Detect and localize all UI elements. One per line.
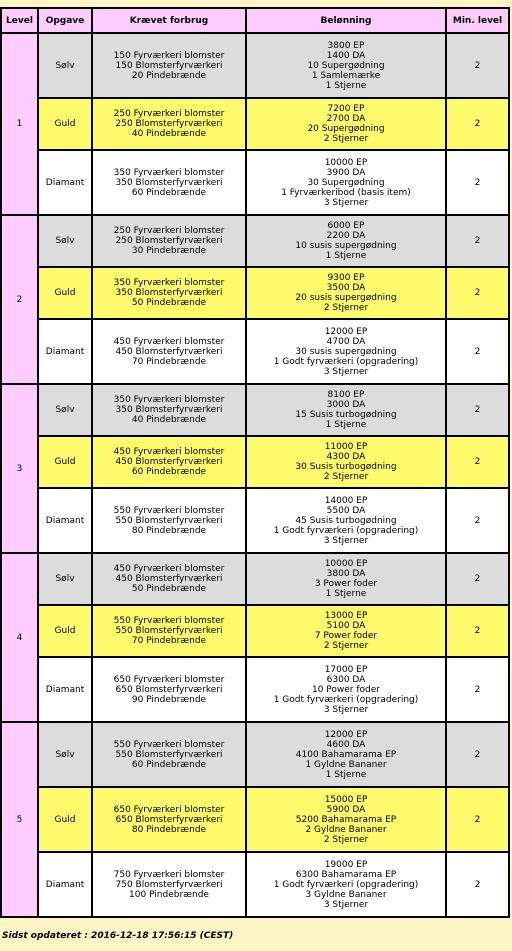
forbrug-line: 450 Fyrværkeri blomster <box>113 336 225 347</box>
belonning-cell <box>247 34 445 97</box>
table-row <box>2 489 508 552</box>
forbrug-cell <box>93 489 245 552</box>
belonning-line: 3 Power foder <box>314 579 378 589</box>
belonning-line: 8100 EP <box>327 390 365 400</box>
belonning-line: 3800 DA <box>326 569 366 579</box>
table-row <box>2 788 508 851</box>
forbrug-line: 50 Pindebrænde <box>131 298 207 308</box>
belonning-line: 3000 DA <box>326 400 366 410</box>
forbrug-cell <box>93 723 245 786</box>
forbrug-line: 350 Fyrværkeri blomster <box>113 278 225 288</box>
belonning-line: 1400 DA <box>326 50 366 61</box>
forbrug-line: 550 Fyrværkeri blomster <box>113 616 225 626</box>
forbrug-cell <box>93 151 245 214</box>
forbrug-cell <box>93 554 245 604</box>
forbrug-cell <box>93 34 245 97</box>
table-row <box>2 658 508 721</box>
table-row <box>2 268 508 318</box>
forbrug-line: 650 Blomsterfyrværkeri <box>115 814 223 825</box>
forbrug-line: 100 Pindebrænde <box>129 889 209 900</box>
forbrug-line: 40 Pindebrænde <box>131 129 207 139</box>
belonning-line: 2200 DA <box>326 231 366 241</box>
forbrug-line: 350 Fyrværkeri blomster <box>113 167 225 178</box>
forbrug-line: 80 Pindebrænde <box>131 525 207 536</box>
belonning-line: 2 Stjerner <box>323 472 369 482</box>
belonning-line: 2 Stjerner <box>323 834 369 845</box>
min-level-cell: 2 <box>447 216 508 266</box>
belonning-line: 15 Susis turbogødning <box>295 410 397 420</box>
forbrug-line: 450 Fyrværkeri blomster <box>113 564 225 574</box>
forbrug-line: 20 Pindebrænde <box>131 70 207 81</box>
belonning-line: 1 Godt fyrværkeri (opgradering) <box>273 879 419 890</box>
forbrug-line: 750 Fyrværkeri blomster <box>113 869 225 880</box>
header-opgave: Opgave <box>39 9 91 32</box>
header-min-level: Min. level <box>447 9 508 32</box>
belonning-cell <box>247 658 445 721</box>
forbrug-line: 750 Blomsterfyrværkeri <box>115 879 223 890</box>
forbrug-cell <box>93 268 245 318</box>
last-updated: Sidst opdateret : 2016-12-18 17:56:15 (CEST) <box>2 931 234 941</box>
belonning-cell <box>247 853 445 916</box>
opgave-cell: Diamant <box>39 151 91 214</box>
belonning-cell <box>247 606 445 656</box>
forbrug-cell <box>93 320 245 383</box>
min-level-cell: 2 <box>447 385 508 435</box>
belonning-cell <box>247 99 445 149</box>
min-level-cell: 2 <box>447 489 508 552</box>
forbrug-line: 650 Fyrværkeri blomster <box>113 674 225 685</box>
min-level-cell: 2 <box>447 606 508 656</box>
forbrug-line: 60 Pindebrænde <box>131 759 207 770</box>
forbrug-line: 70 Pindebrænde <box>131 636 207 646</box>
min-level-cell: 2 <box>447 788 508 851</box>
belonning-line: 6300 DA <box>326 674 366 685</box>
forbrug-line: 250 Blomsterfyrværkeri <box>115 119 223 129</box>
belonning-line: 3 Stjerner <box>323 535 369 546</box>
belonning-line: 5100 DA <box>326 621 366 631</box>
belonning-line: 3500 DA <box>326 283 366 293</box>
opgave-cell: Sølv <box>39 216 91 266</box>
forbrug-line: 350 Blomsterfyrværkeri <box>115 177 223 188</box>
belonning-line: 2 Stjerner <box>323 303 369 313</box>
opgave-cell: Guld <box>39 788 91 851</box>
level-cell: 3 <box>2 385 37 552</box>
table-row <box>2 320 508 383</box>
belonning-line: 15000 EP <box>324 794 368 805</box>
opgave-cell: Guld <box>39 437 91 487</box>
belonning-line: 1 Godt fyrværkeri (opgradering) <box>273 356 419 367</box>
table-row <box>2 853 508 916</box>
belonning-line: 20 Supergødning <box>307 124 385 134</box>
belonning-line: 10 Supergødning <box>307 60 385 71</box>
belonning-line: 3800 EP <box>327 40 365 51</box>
forbrug-line: 90 Pindebrænde <box>131 694 207 705</box>
forbrug-line: 150 Fyrværkeri blomster <box>113 50 225 61</box>
table-row <box>2 437 508 487</box>
belonning-cell <box>247 151 445 214</box>
belonning-line: 17000 EP <box>324 664 368 675</box>
forbrug-cell <box>93 385 245 435</box>
forbrug-line: 350 Fyrværkeri blomster <box>113 395 225 405</box>
belonning-line: 9300 EP <box>327 273 365 283</box>
belonning-line: 7 Power foder <box>314 631 378 641</box>
belonning-line: 4600 DA <box>326 739 366 750</box>
min-level-cell: 2 <box>447 320 508 383</box>
forbrug-line: 250 Blomsterfyrværkeri <box>115 236 223 246</box>
forbrug-line: 350 Blomsterfyrværkeri <box>115 288 223 298</box>
belonning-line: 2 Gyldne Bananer <box>305 824 387 835</box>
forbrug-line: 150 Blomsterfyrværkeri <box>115 60 223 71</box>
belonning-line: 3 Stjerner <box>323 704 369 715</box>
table-row <box>2 34 508 97</box>
forbrug-line: 550 Fyrværkeri blomster <box>113 505 225 516</box>
opgave-cell: Sølv <box>39 723 91 786</box>
level-cell: 4 <box>2 554 37 721</box>
belonning-line: 1 Stjerne <box>325 420 367 430</box>
table-row <box>2 606 508 656</box>
opgave-cell: Sølv <box>39 385 91 435</box>
belonning-line: 3 Stjerner <box>323 197 369 208</box>
opgave-cell: Sølv <box>39 554 91 604</box>
belonning-line: 10000 EP <box>324 559 368 569</box>
opgave-cell: Diamant <box>39 320 91 383</box>
forbrug-cell <box>93 788 245 851</box>
belonning-line: 19000 EP <box>324 859 368 870</box>
forbrug-line: 60 Pindebrænde <box>131 187 207 198</box>
belonning-line: 5500 DA <box>326 505 366 516</box>
belonning-line: 3900 DA <box>326 167 366 178</box>
header-belonning: Belønning <box>247 9 445 32</box>
belonning-cell <box>247 216 445 266</box>
belonning-line: 12000 EP <box>324 729 368 740</box>
forbrug-line: 40 Pindebrænde <box>131 415 207 425</box>
reward-table <box>0 7 510 918</box>
table-row <box>2 385 508 435</box>
min-level-cell: 2 <box>447 853 508 916</box>
header-level: Level <box>2 9 37 32</box>
forbrug-line: 550 Blomsterfyrværkeri <box>115 626 223 636</box>
belonning-line: 1 Godt fyrværkeri (opgradering) <box>273 525 419 536</box>
forbrug-line: 450 Blomsterfyrværkeri <box>115 574 223 584</box>
forbrug-line: 650 Blomsterfyrværkeri <box>115 684 223 695</box>
belonning-line: 20 susis supergødning <box>295 293 397 303</box>
belonning-line: 1 Stjerne <box>325 769 367 780</box>
belonning-line: 3 Stjerner <box>323 899 369 910</box>
belonning-line: 2 Stjerner <box>323 641 369 651</box>
opgave-cell: Diamant <box>39 658 91 721</box>
belonning-line: 1 Stjerne <box>325 80 367 91</box>
table-row <box>2 151 508 214</box>
belonning-line: 30 Susis turbogødning <box>295 462 397 472</box>
belonning-line: 12000 EP <box>324 326 368 337</box>
belonning-line: 30 Supergødning <box>307 177 385 188</box>
forbrug-line: 550 Blomsterfyrværkeri <box>115 749 223 760</box>
belonning-cell <box>247 268 445 318</box>
table-row <box>2 216 508 266</box>
forbrug-line: 350 Blomsterfyrværkeri <box>115 405 223 415</box>
min-level-cell: 2 <box>447 437 508 487</box>
belonning-line: 3 Stjerner <box>323 366 369 377</box>
forbrug-cell <box>93 437 245 487</box>
belonning-line: 45 Susis turbogødning <box>295 515 397 526</box>
forbrug-line: 70 Pindebrænde <box>131 356 207 367</box>
belonning-line: 10 susis supergødning <box>295 241 397 251</box>
header-forbrug: Krævet forbrug <box>93 9 245 32</box>
opgave-cell: Guld <box>39 606 91 656</box>
forbrug-line: 650 Fyrværkeri blomster <box>113 804 225 815</box>
min-level-cell: 2 <box>447 268 508 318</box>
forbrug-cell <box>93 606 245 656</box>
forbrug-line: 450 Blomsterfyrværkeri <box>115 457 223 467</box>
table-row <box>2 99 508 149</box>
belonning-line: 1 Gyldne Bananer <box>305 759 387 770</box>
opgave-cell: Diamant <box>39 489 91 552</box>
min-level-cell: 2 <box>447 151 508 214</box>
level-cell: 1 <box>2 34 37 214</box>
forbrug-line: 60 Pindebrænde <box>131 467 207 477</box>
min-level-cell: 2 <box>447 34 508 97</box>
forbrug-line: 450 Fyrværkeri blomster <box>113 447 225 457</box>
belonning-line: 1 Stjerne <box>325 589 367 599</box>
belonning-line: 1 Godt fyrværkeri (opgradering) <box>273 694 419 705</box>
belonning-line: 11000 EP <box>324 442 368 452</box>
table-row <box>2 554 508 604</box>
forbrug-cell <box>93 216 245 266</box>
forbrug-line: 550 Fyrværkeri blomster <box>113 739 225 750</box>
belonning-line: 5900 DA <box>326 804 366 815</box>
opgave-cell: Sølv <box>39 34 91 97</box>
forbrug-line: 80 Pindebrænde <box>131 824 207 835</box>
belonning-line: 5200 Bahamarama EP <box>295 814 397 825</box>
opgave-cell: Guld <box>39 268 91 318</box>
table-body <box>2 34 508 916</box>
belonning-line: 4100 Bahamarama EP <box>295 749 397 760</box>
forbrug-line: 250 Fyrværkeri blomster <box>113 226 225 236</box>
belonning-line: 3 Gyldne Bananer <box>305 889 387 900</box>
belonning-line: 13000 EP <box>324 611 368 621</box>
belonning-line: 4700 DA <box>326 336 366 347</box>
belonning-cell <box>247 385 445 435</box>
min-level-cell: 2 <box>447 99 508 149</box>
belonning-line: 1 Stjerne <box>325 251 367 261</box>
belonning-line: 7200 EP <box>327 104 365 114</box>
belonning-line: 1 Fyrværkeribod (basis item) <box>281 187 411 198</box>
forbrug-cell <box>93 658 245 721</box>
forbrug-line: 250 Fyrværkeri blomster <box>113 109 225 119</box>
belonning-line: 2 Stjerner <box>323 134 369 144</box>
header-row <box>2 9 508 32</box>
min-level-cell: 2 <box>447 723 508 786</box>
forbrug-line: 50 Pindebrænde <box>131 584 207 594</box>
belonning-cell <box>247 554 445 604</box>
belonning-line: 10 Power foder <box>311 684 380 695</box>
level-cell: 5 <box>2 723 37 916</box>
belonning-line: 10000 EP <box>324 157 368 168</box>
forbrug-line: 450 Blomsterfyrværkeri <box>115 346 223 357</box>
belonning-line: 1 Samlemærke <box>311 70 381 81</box>
belonning-cell <box>247 788 445 851</box>
opgave-cell: Guld <box>39 99 91 149</box>
belonning-line: 6300 Bahamarama EP <box>295 869 397 880</box>
forbrug-cell <box>93 853 245 916</box>
belonning-cell <box>247 320 445 383</box>
belonning-line: 6000 EP <box>327 221 365 231</box>
belonning-cell <box>247 723 445 786</box>
belonning-line: 4300 DA <box>326 452 366 462</box>
belonning-cell <box>247 437 445 487</box>
belonning-line: 30 susis supergødning <box>295 346 397 357</box>
opgave-cell: Diamant <box>39 853 91 916</box>
min-level-cell: 2 <box>447 554 508 604</box>
belonning-cell <box>247 489 445 552</box>
table-row <box>2 723 508 786</box>
belonning-line: 14000 EP <box>324 495 368 506</box>
forbrug-cell <box>93 99 245 149</box>
forbrug-line: 550 Blomsterfyrværkeri <box>115 515 223 526</box>
belonning-line: 2700 DA <box>326 114 366 124</box>
level-cell: 2 <box>2 216 37 383</box>
forbrug-line: 30 Pindebrænde <box>131 246 207 256</box>
min-level-cell: 2 <box>447 658 508 721</box>
